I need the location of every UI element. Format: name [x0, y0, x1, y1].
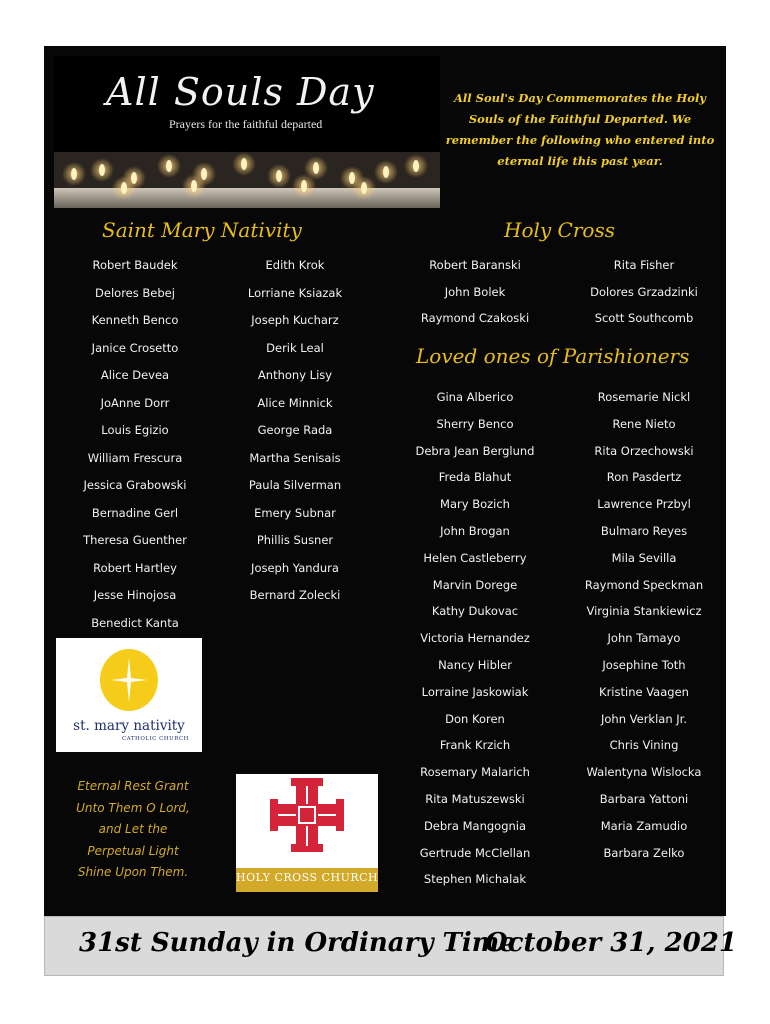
name-item: Rita Matuszewski	[425, 791, 525, 806]
name-item: John Brogan	[440, 523, 510, 538]
name-item: Kristine Vaagen	[599, 684, 689, 699]
name-item: Barbara Zelko	[603, 845, 685, 860]
name-item: Freda Blahut	[438, 470, 512, 485]
name-item: Robert Baranski	[429, 258, 521, 272]
name-item: Alice Devea	[100, 368, 170, 382]
name-item: Gina Alberico	[436, 390, 514, 404]
name-item: Stephen Michalak	[423, 872, 527, 887]
name-item: JoAnne Dorr	[100, 395, 170, 410]
name-item: Helen Castleberry	[423, 550, 527, 565]
candle-flame	[361, 182, 367, 194]
holy-cross-logo-name: HOLY CROSS CHURCH	[236, 871, 379, 884]
name-item: Victoria Hernandez	[420, 631, 530, 646]
blessing-line: Unto Them O Lord,	[76, 800, 190, 815]
name-item: Sherry Benco	[436, 416, 514, 431]
name-item: Kenneth Benco	[91, 313, 179, 327]
name-item: Jesse Hinojosa	[93, 588, 177, 602]
candle-flame	[313, 162, 319, 174]
candle-flame	[413, 160, 419, 172]
name-item: Rosemarie Nickl	[597, 390, 691, 404]
name-item: Chris Vining	[609, 738, 679, 753]
name-item: Debra Mangognia	[423, 818, 527, 833]
st-mary-names-col2	[220, 252, 370, 610]
st-mary-nativity-logo	[56, 638, 202, 752]
name-item: Alice Minnick	[257, 395, 333, 410]
page-title: All Souls Day	[106, 70, 375, 114]
candle-flame	[241, 158, 247, 170]
name-item: John Bolek	[444, 284, 506, 299]
name-item: Josephine Toth	[602, 657, 686, 672]
name-item: Jessica Grabowski	[83, 478, 187, 492]
name-item: Scott Southcomb	[594, 311, 694, 325]
loved-ones-names-col1	[400, 384, 550, 893]
name-item: Anthony Lisy	[257, 368, 333, 382]
name-item: Theresa Guenther	[83, 533, 187, 547]
name-item: Raymond Czakoski	[420, 311, 530, 325]
name-item: Janice Crosetto	[91, 340, 179, 355]
intro-text: All Soul's Day Commemorates the Holy Souls of the Faithful Departed. We remember the following who entered into eternal life this past year.	[445, 91, 715, 168]
name-item: Robert Baudek	[92, 258, 178, 272]
name-item: Nancy Hibler	[438, 657, 512, 672]
name-item: Walentyna Wislocka	[586, 765, 702, 780]
candle-flame	[276, 170, 282, 182]
loved-ones-names-col2	[564, 384, 724, 866]
name-item: Gertrude McClellan	[419, 845, 531, 860]
section-title-loved-ones: Loved ones of Parishioners	[416, 344, 690, 368]
name-item: Joseph Kucharz	[251, 313, 339, 327]
blessing-text	[58, 776, 208, 884]
bulletin-panel	[44, 46, 726, 916]
name-item: Mila Sevilla	[611, 550, 677, 565]
name-item: Raymond Speckman	[584, 577, 704, 592]
name-item: Joseph Yandura	[251, 560, 339, 575]
name-item: Ron Pasdertz	[606, 470, 682, 485]
st-mary-star-icon	[56, 638, 202, 752]
candle-flame	[191, 180, 197, 192]
blessing-line: Shine Upon Them.	[77, 865, 189, 879]
name-item: Edith Krok	[265, 258, 325, 272]
name-item: Dolores Grzadzinki	[590, 284, 698, 299]
name-item: Bernard Zolecki	[249, 588, 341, 602]
st-mary-logo-sub: CATHOLIC CHURCH	[122, 736, 189, 742]
name-item: Debra Jean Berglund	[415, 443, 535, 458]
name-item: Bulmaro Reyes	[600, 523, 688, 538]
holy-cross-names-col2	[564, 252, 724, 332]
name-item: Lorriane Ksiazak	[247, 285, 343, 300]
name-item: Bernadine Gerl	[91, 505, 179, 520]
section-title-st-mary: Saint Mary Nativity	[102, 218, 302, 242]
blessing-line: Perpetual Light	[87, 843, 179, 858]
name-item: Emery Subnar	[254, 505, 336, 520]
name-item: Louis Egizio	[101, 423, 169, 437]
st-mary-names-col1	[60, 252, 210, 637]
name-item: Martha Senisais	[249, 450, 341, 465]
footer-occasion: 31st Sunday in Ordinary Time	[79, 928, 516, 958]
name-item: Lorraine Jaskowiak	[421, 684, 529, 699]
name-item: Rita Orzechowski	[594, 443, 694, 458]
name-item: Kathy Dukovac	[431, 604, 519, 619]
blessing-line: Eternal Rest Grant	[77, 779, 189, 793]
candle-flame	[301, 180, 307, 192]
name-item: Maria Zamudio	[600, 818, 688, 833]
page-subtitle: Prayers for the faithful departed	[169, 117, 323, 131]
name-item: Rene Nieto	[612, 416, 676, 431]
name-item: Barbara Yattoni	[599, 791, 689, 806]
name-item: John Tamayo	[607, 631, 681, 646]
candle-flame	[121, 182, 127, 194]
candle-flame	[166, 160, 172, 172]
name-item: Mary Bozich	[440, 497, 510, 512]
name-item: Lawrence Przbyl	[597, 497, 691, 512]
name-item: John Verklan Jr.	[600, 711, 687, 726]
name-item: George Rada	[257, 423, 333, 437]
section-title-holy-cross: Holy Cross	[504, 218, 615, 242]
st-mary-logo-name: st. mary nativity	[73, 718, 185, 734]
blessing-line: and Let the	[98, 822, 168, 836]
name-item: Delores Bebej	[95, 285, 175, 300]
name-item: Virginia Stankiewicz	[586, 604, 702, 619]
footer-date: October 31, 2021	[485, 928, 737, 958]
candle-flame	[383, 166, 389, 178]
header-card	[54, 56, 440, 208]
name-item: Derik Leal	[266, 340, 324, 355]
name-item: Paula Silverman	[248, 478, 342, 492]
candle-flame	[71, 168, 77, 180]
holy-cross-names-col1	[400, 252, 550, 332]
name-item: Don Koren	[445, 711, 505, 726]
name-item: William Frescura	[87, 450, 183, 465]
name-item: Rita Fisher	[613, 258, 675, 272]
name-item: Rosemary Malarich	[420, 765, 530, 780]
footer-banner	[44, 916, 737, 976]
candles-photo	[54, 152, 440, 208]
name-item: Phillis Susner	[256, 533, 334, 547]
name-item: Frank Krzich	[439, 738, 511, 753]
holy-cross-logo	[236, 774, 378, 892]
candle-flame	[99, 164, 105, 176]
name-item: Marvin Dorege	[432, 577, 518, 592]
name-item: Robert Hartley	[93, 560, 177, 575]
name-item: Benedict Kanta	[91, 615, 179, 630]
